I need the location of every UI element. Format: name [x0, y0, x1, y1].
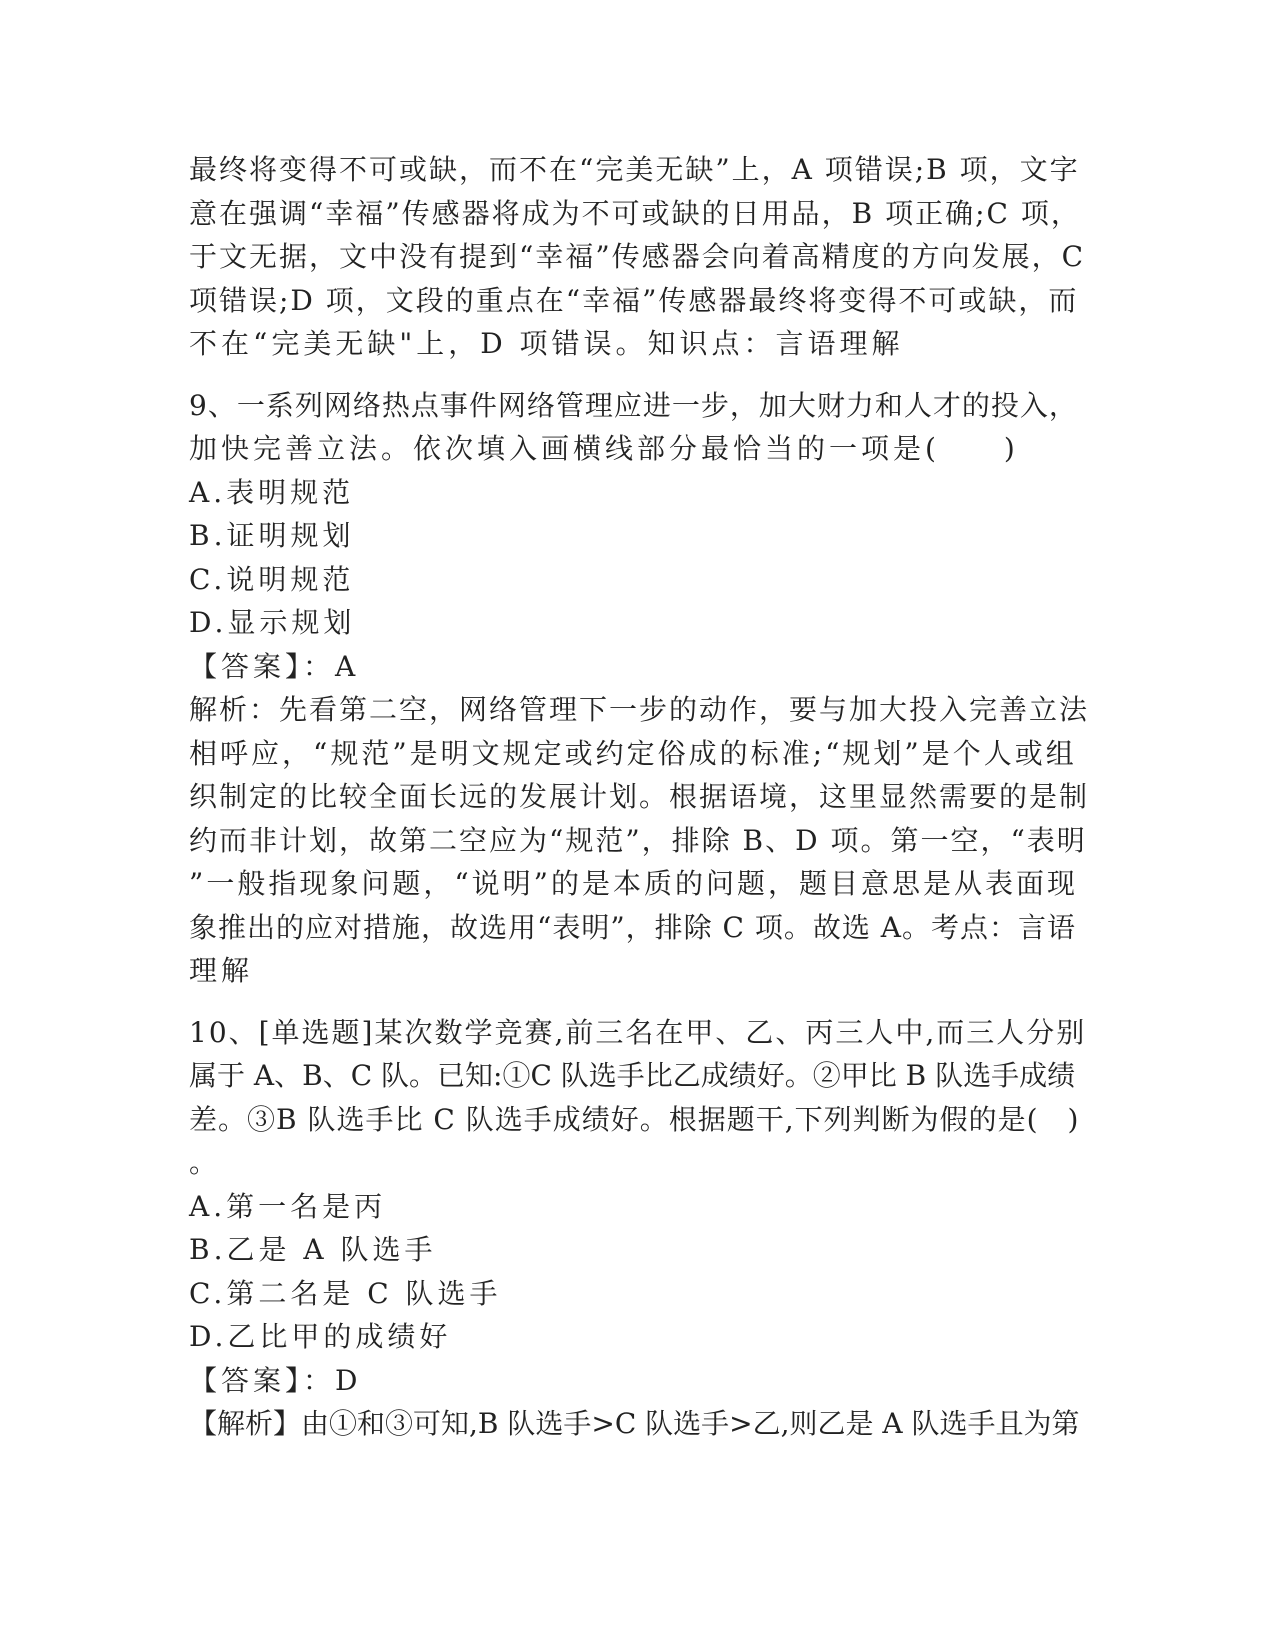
- previous-explanation: [189, 148, 1089, 366]
- text-line: 项错误;D 项，文段的重点在“幸福”传感器最终将变得不可或缺，而: [189, 283, 1079, 317]
- option-a: A.表明规范: [189, 475, 355, 509]
- analysis-line: 解析：先看第二空，网络管理下一步的动作，要与加大投入完善立法: [189, 693, 1090, 726]
- paragraph-gap: [189, 993, 1089, 1011]
- question-10: [189, 1011, 1089, 1446]
- option-c: C.说明规范: [189, 562, 355, 596]
- text-line: 意在强调“幸福”传感器将成为不可或缺的日用品，B 项正确;C 项，: [189, 196, 1081, 230]
- analysis-line: 约而非计划，故第二空应为“规范”，排除 B、D 项。第一空，“表明: [189, 823, 1087, 857]
- answer-line: 【答案】：A: [189, 649, 360, 683]
- option-d: D.显示规划: [189, 606, 356, 639]
- option-b: B.证明规划: [189, 519, 355, 552]
- option-c: C.第二名是 C 队选手: [189, 1276, 502, 1310]
- option-a: A.第一名是丙: [189, 1189, 387, 1223]
- question-stem-line: 10、[单选题]某次数学竞赛,前三名在甲、乙、丙三人中,而三人分别: [189, 1015, 1087, 1049]
- text-line: 不在“完美无缺"上，D 项错误。知识点：言语理解: [189, 327, 904, 360]
- analysis-line: 理解: [189, 954, 254, 987]
- analysis-line: ”一般指现象问题，“说明”的是本质的问题，题目意思是从表面现: [189, 867, 1078, 900]
- option-b: B.乙是 A 队选手: [189, 1233, 437, 1266]
- question-stem-line: 属于 A、B、C 队。已知:①C 队选手比乙成绩好。②甲比 B 队选手成绩: [189, 1059, 1076, 1092]
- analysis-line: 象推出的应对措施，故选用“表明”，排除 C 项。故选 A。考点：言语: [189, 910, 1076, 944]
- question-stem-line: 差。③B 队选手比 C 队选手成绩好。根据题干,下列判断为假的是( ): [189, 1102, 1080, 1136]
- paragraph-gap: [189, 366, 1089, 384]
- question-9: [189, 384, 1089, 993]
- option-d: D.乙比甲的成绩好: [189, 1320, 452, 1353]
- text-line: 于文无据，文中没有提到“幸福”传感器会向着高精度的方向发展，C: [189, 240, 1086, 273]
- analysis-line: 相呼应，“规范”是明文规定或约定俗成的标准;“规划”是个人或组: [189, 736, 1077, 770]
- text-line: 最终将变得不可或缺，而不在“完美无缺”上，A 项错误;B 项，文字: [189, 153, 1080, 186]
- question-stem-line: 9、一系列网络热点事件网络管理应进一步，加大财力和人才的投入，: [189, 388, 1078, 422]
- analysis-line: 织制定的比较全面长远的发展计划。根据语境，这里显然需要的是制: [189, 780, 1090, 813]
- document-page: [189, 148, 1089, 1446]
- question-stem-line: 加快完善立法。依次填入画横线部分最恰当的一项是( ): [189, 432, 1019, 465]
- analysis-line: 【解析】由①和③可知,B 队选手>C 队选手>乙,则乙是 A 队选手且为第: [189, 1407, 1080, 1440]
- question-stem-line: 。: [189, 1146, 222, 1179]
- answer-line: 【答案】：D: [189, 1363, 362, 1397]
